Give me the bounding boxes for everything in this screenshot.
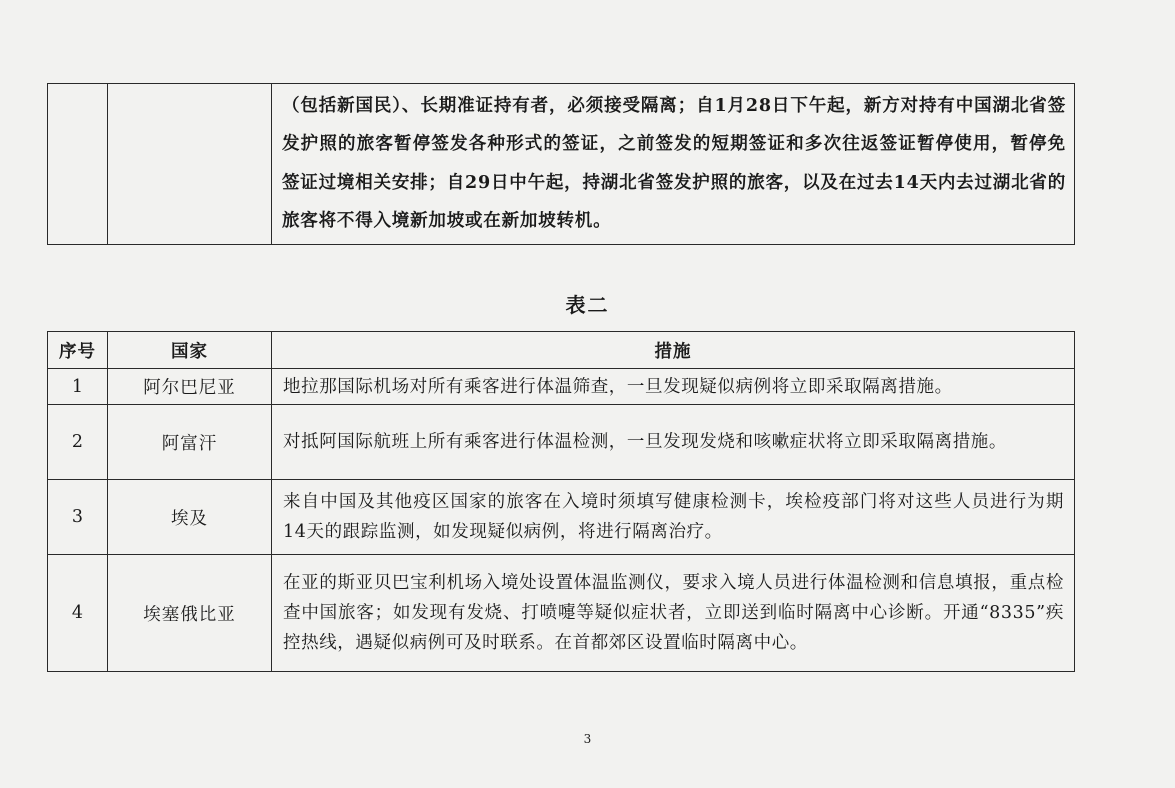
table-row [48, 480, 1075, 555]
table-row [48, 369, 1075, 405]
measure-cell [272, 369, 1075, 405]
measure-cell [272, 84, 1075, 245]
measure-text: （包括新国民）、长期准证持有者，必须接受隔离；自1月28日下午起，新方对持有中国湖北省签发护照的旅客暂停签发各种形式的签证，之前签发的短期签证和多次往返签证暂停使用，暂停免签证过境相关安排；自29日中午起，持湖北省签发护照的旅客，以及在过去14天内去过湖北省的旅客将不得入境新加坡或在新加坡转机。 [282, 95, 1066, 231]
measure-text: 对抵阿国际航班上所有乘客进行体温检测，一旦发现发烧和咳嗽症状将立即采取隔离措施。 [283, 432, 1007, 452]
measure-text: 在亚的斯亚贝巴宝利机场入境处设置体温监测仪，要求入境人员进行体温检测和信息填报，重点检查中国旅客；如发现有发烧、打喷嚏等疑似症状者，立即送到临时隔离中心诊断。开通“8335”疾控热线，遇疑似病例可及时联系。在首都郊区设置临时隔离中心。 [283, 573, 1064, 653]
country-cell: 阿富汗 [108, 405, 272, 480]
page-number: 3 [583, 732, 592, 746]
table-title: 表二 [565, 293, 610, 317]
header-index: 序号 [48, 332, 108, 369]
measures-table [47, 331, 1075, 672]
table-row [48, 84, 1075, 245]
measure-text: 来自中国及其他疫区国家的旅客在入境时须填写健康检测卡，埃检疫部门将对这些人员进行为期14天的跟踪监测，如发现疑似病例，将进行隔离治疗。 [283, 492, 1064, 542]
table-header-row [48, 332, 1075, 369]
country-cell: 埃塞俄比亚 [108, 555, 272, 672]
header-country: 国家 [108, 332, 272, 369]
index-cell: 1 [48, 369, 108, 405]
continued-table [47, 83, 1075, 245]
index-cell: 4 [48, 555, 108, 672]
index-cell: 2 [48, 405, 108, 480]
index-cell [48, 84, 108, 245]
header-measures: 措施 [272, 332, 1075, 369]
measure-text: 地拉那国际机场对所有乘客进行体温筛查，一旦发现疑似病例将立即采取隔离措施。 [283, 376, 953, 397]
table-row [48, 555, 1075, 672]
index-cell: 3 [48, 480, 108, 555]
measure-cell [272, 405, 1075, 480]
table-row [48, 405, 1075, 480]
measure-cell [272, 555, 1075, 672]
country-cell [108, 84, 272, 245]
country-cell: 阿尔巴尼亚 [108, 369, 272, 405]
country-cell: 埃及 [108, 480, 272, 555]
measure-cell [272, 480, 1075, 555]
